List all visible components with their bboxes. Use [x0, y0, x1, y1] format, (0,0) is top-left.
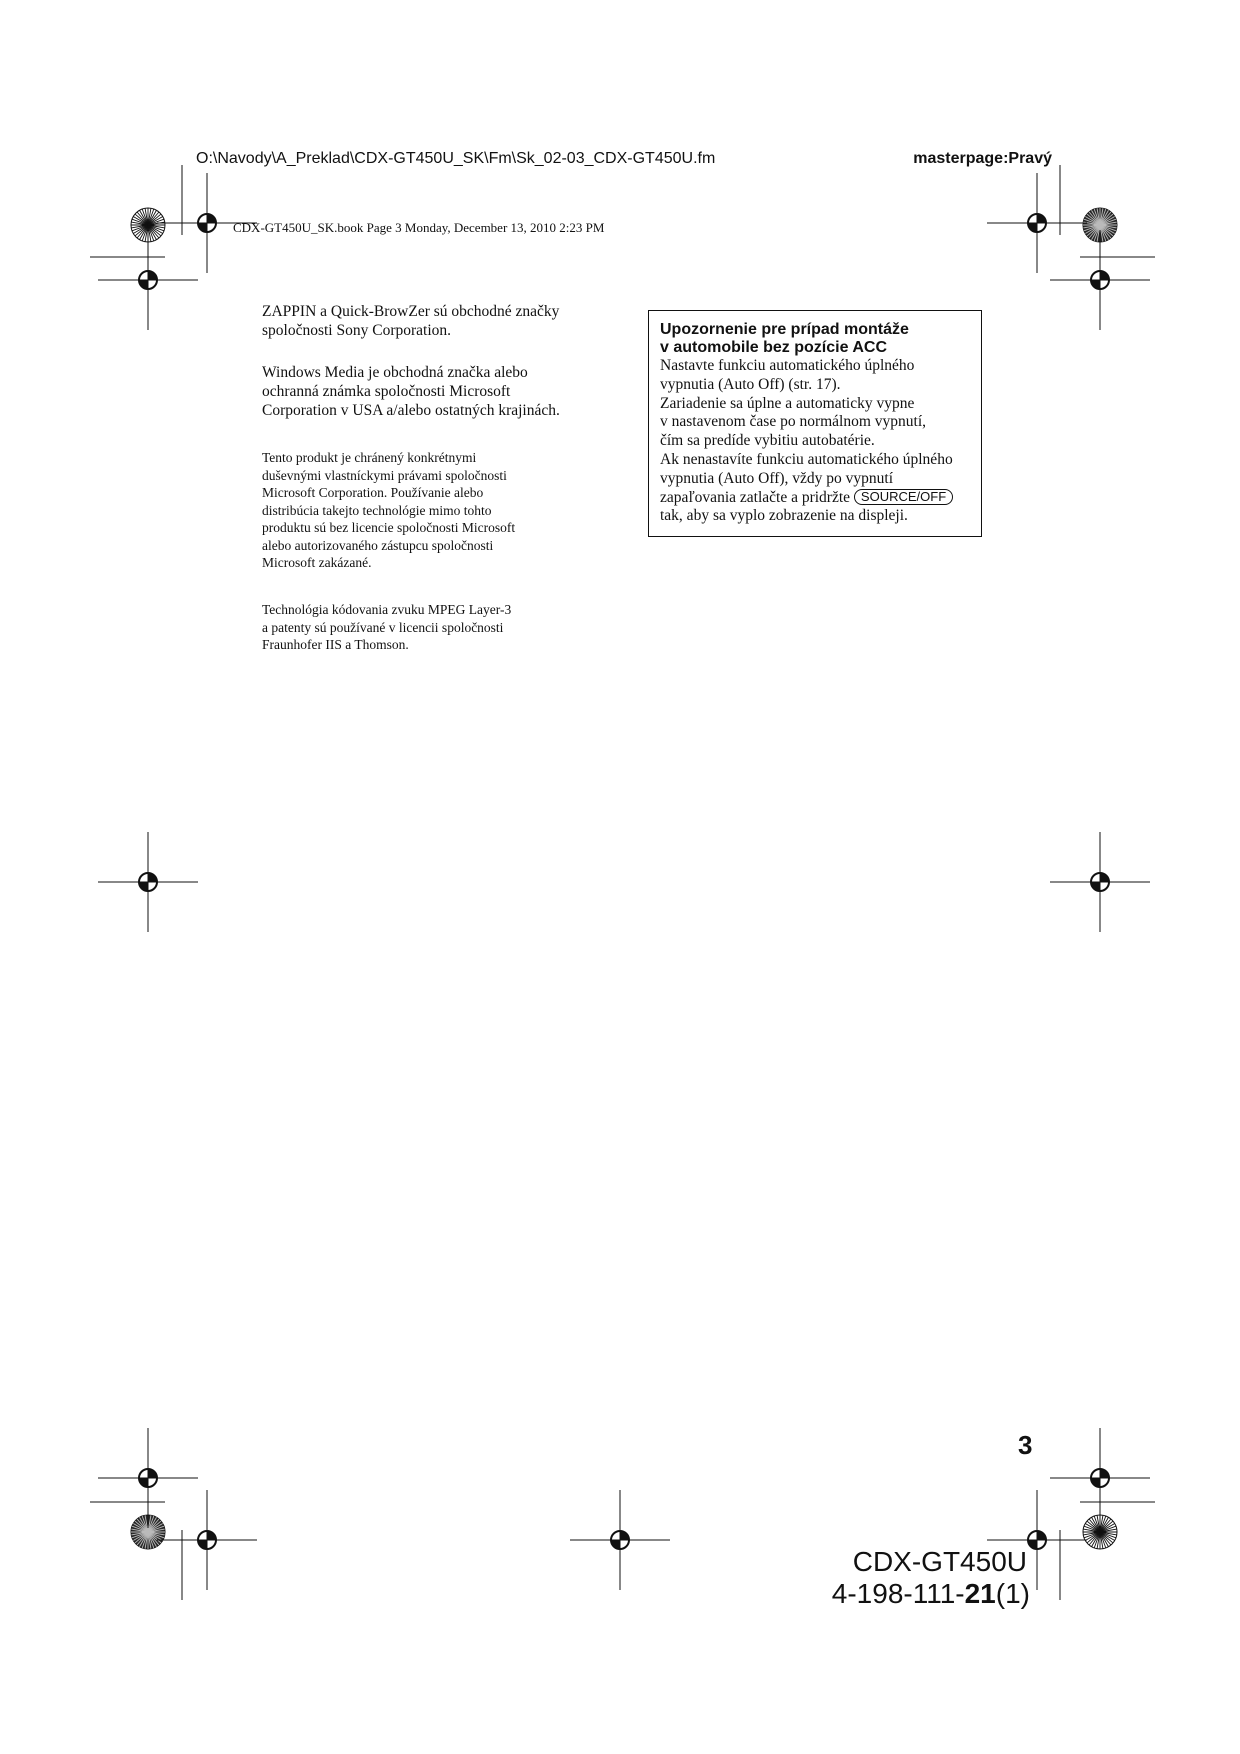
crosshair-circle-icon [1050, 1428, 1150, 1528]
master-page-label: masterpage:Pravý [913, 150, 1052, 167]
trademark-windows-media-text: Windows Media je obchodná značka alebo ochranná známka spoločnosti Microsoft Corporation v USA a/alebo ostatných krajinách. [262, 364, 560, 419]
notice-body-end-text: tak, aby sa vyplo zobrazenie na displeji. [660, 507, 908, 525]
crosshair-circle-icon [157, 173, 257, 273]
file-path-header: O:\Navody\A_Preklad\CDX-GT450U_SK\Fm\Sk_02-03_CDX-GT450U.fm [196, 150, 716, 167]
source-off-key-badge: SOURCE/OFF [854, 489, 953, 505]
crosshair-circle-icon [157, 1490, 257, 1590]
crop-lines [90, 165, 1155, 1600]
crosshair-circle-icon [1050, 230, 1150, 330]
protection-notice-text: Tento produkt je chránený konkrétnymi duševnými vlastníckymi právami spoločnosti Microsoft Corporation. Používanie alebo distribúcia takejto technológie mimo tohto produktu sú bez licencie spoločnosti Microsoft alebo autorizovaného zástupcu spoločnosti Microsoft zakázané. [262, 450, 516, 570]
page-number: 3 [1018, 1430, 1033, 1460]
crosshair-circle-icon [98, 230, 198, 330]
model-name: CDX-GT450U [852, 1546, 1027, 1577]
notice-body-text: Nastavte funkciu automatického úplného vypnutia (Auto Off) (str. 17). Zariadenie sa úplne a automaticky vypne v nastavenom čase po normálnom vypnutí, čím sa predíde vybitiu autobatérie. Ak nenastavíte funkciu automatického úplného vypnutia (Auto Off), vždy po vypnutí zapaľovania zatlačte a pridržte [660, 357, 953, 506]
mpeg-notice-text: Technológia kódovania zvuku MPEG Layer-3 a patenty sú používané v licencii spoločnosti Fraunhofer IIS a Thomson. [262, 602, 512, 652]
crosshair-circle-icon [987, 173, 1087, 273]
trademark-zappin-text: ZAPPIN a Quick-BrowZer sú obchodné značky spoločnosti Sony Corporation. [262, 303, 560, 339]
notice-title: Upozornenie pre prípad montáže v automobile bez pozície ACC [660, 321, 909, 356]
part-number-suffix: (1) [995, 1578, 1030, 1609]
crosshair-circle-icon [1050, 832, 1150, 932]
part-number-bold: 21 [964, 1578, 996, 1609]
crosshair-circle-icon [570, 1490, 670, 1590]
part-number-prefix: 4-198-111- [831, 1578, 965, 1609]
crosshair-circle-icon [98, 1428, 198, 1528]
crosshair-circle-icon [98, 832, 198, 932]
crosshair-circle-icon [987, 1490, 1087, 1590]
book-info-line: CDX-GT450U_SK.book Page 3 Monday, December 13, 2010 2:23 PM [233, 220, 605, 235]
